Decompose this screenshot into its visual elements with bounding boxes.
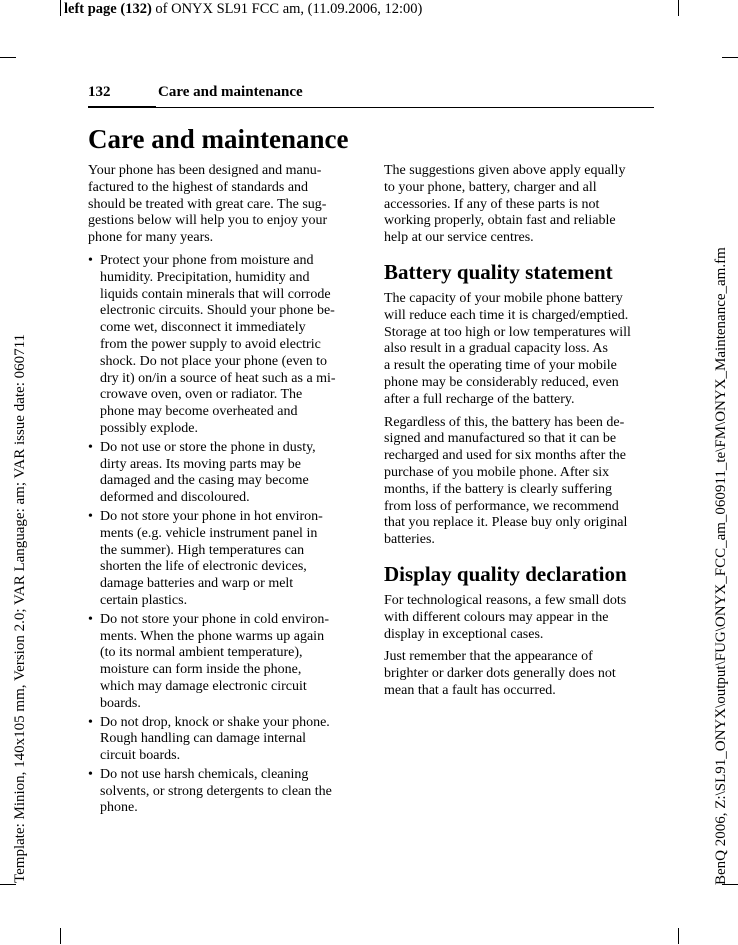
- text-line: The capacity of your mobile phone battery: [384, 290, 623, 306]
- file-path-margin: [711, 175, 731, 885]
- battery-paragraph-1: [384, 291, 652, 409]
- battery-heading: Battery quality statement: [384, 259, 613, 284]
- care-bullet-list: [88, 253, 356, 817]
- text-line: ments. When the phone warms up again: [100, 628, 325, 644]
- text-line: Do not store your phone in hot environ-: [100, 508, 323, 524]
- text-line: deformed and discoloured.: [100, 490, 250, 506]
- text-line: factured to the highest of standards and: [88, 179, 309, 195]
- text-line: Do not store your phone in cold environ-: [100, 611, 330, 627]
- running-head-title: Care and maintenance: [158, 84, 303, 100]
- crop-mark: [0, 884, 16, 885]
- text-line: to your phone, battery, charger and all: [384, 179, 597, 195]
- crop-mark: [722, 57, 738, 58]
- page-title: Care and maintenance: [88, 124, 349, 154]
- text-line: the summer). High temperatures can: [100, 542, 305, 558]
- bullet-icon: •: [88, 714, 93, 730]
- text-line: Storage at too high or low temperatures will: [384, 324, 631, 340]
- text-line: after a full recharge of the battery.: [384, 391, 575, 407]
- crop-mark: [60, 0, 61, 16]
- bullet-icon: •: [88, 611, 93, 627]
- crop-mark: [60, 928, 61, 944]
- text-line: brighter or darker dots generally does not: [384, 666, 616, 682]
- text-line: crowave oven, oven or radiator. The: [100, 387, 303, 403]
- text-line: moisture can form inside the phone,: [100, 662, 302, 678]
- intro-paragraph: [88, 163, 356, 247]
- text-line: electronic circuits. Should your phone be-: [100, 303, 335, 319]
- text-line: ments (e.g. vehicle instrument panel in: [100, 525, 318, 541]
- template-info-text: Template: Minion, 140x105 mm, Version 2.0; VAR Language: am; VAR issue date: 060711: [12, 333, 28, 883]
- text-line: should be treated with great care. The sug-: [88, 196, 327, 212]
- text-line: months, if the battery is clearly suffering: [384, 481, 612, 497]
- text-line: which may damage electronic circuit: [100, 678, 307, 694]
- text-line: from loss of performance, we recommend: [384, 498, 619, 514]
- text-line: will reduce each time it is charged/emptied.: [384, 307, 629, 323]
- text-line: shorten the life of electronic devices,: [100, 559, 307, 575]
- right-column: [384, 163, 652, 706]
- care-bullet-item: [88, 715, 356, 765]
- text-line: a result the operating time of your mobile: [384, 358, 617, 374]
- battery-paragraph-2: [384, 415, 652, 549]
- crop-mark: [0, 57, 16, 58]
- text-line: phone may become overheated and: [100, 404, 298, 420]
- text-line: batteries.: [384, 532, 435, 548]
- text-line: gestions below will help you to enjoy your: [88, 213, 328, 229]
- text-line: purchase of you mobile phone. After six: [384, 464, 610, 480]
- header-rule: [156, 107, 654, 108]
- text-line: damage batteries and warp or melt: [100, 576, 294, 592]
- text-line: phone may be considerably reduced, even: [384, 374, 619, 390]
- text-line: liquids contain minerals that will corrode: [100, 286, 331, 302]
- print-header-info: of ONYX SL91 FCC am, (11.09.2006, 12:00): [151, 1, 423, 17]
- suggestions-paragraph: [384, 163, 652, 247]
- text-line: accessories. If any of these parts is not: [384, 196, 600, 212]
- bullet-icon: •: [88, 252, 93, 268]
- text-line: display in exceptional cases.: [384, 626, 544, 642]
- text-line: working properly, obtain fast and reliable: [384, 213, 616, 229]
- template-info-margin: [10, 63, 30, 883]
- text-line: (to its normal ambient temperature),: [100, 645, 303, 661]
- bullet-icon: •: [88, 766, 93, 782]
- print-header: [64, 0, 422, 18]
- crop-mark: [678, 928, 679, 944]
- text-line: Regardless of this, the battery has been de-: [384, 414, 625, 430]
- text-line: Do not use or store the phone in dusty,: [100, 439, 316, 455]
- text-line: certain plastics.: [100, 592, 188, 608]
- care-bullet-item: [88, 612, 356, 713]
- text-line: that you replace it. Please buy only original: [384, 515, 628, 531]
- care-bullet-item: [88, 440, 356, 507]
- text-line: mean that a fault has occurred.: [384, 682, 556, 698]
- print-header-page: left page (132): [64, 1, 152, 17]
- display-heading: Display quality declaration: [384, 561, 627, 586]
- text-line: boards.: [100, 695, 141, 711]
- text-line: come wet, disconnect it immediately: [100, 320, 306, 336]
- file-path-text: BenQ 2006, Z:\SL91_ONYX\output\FUG\ONYX_FCC_am_060911_te\FM\ONYX_Maintenance_am.fm: [713, 247, 729, 885]
- crop-mark: [678, 0, 679, 16]
- text-line: dirty areas. Its moving parts may be: [100, 456, 302, 472]
- text-line: The suggestions given above apply equally: [384, 163, 626, 178]
- text-line: with different colours may appear in the: [384, 609, 609, 625]
- text-line: help at our service centres.: [384, 230, 534, 246]
- text-line: Do not drop, knock or shake your phone.: [100, 714, 330, 730]
- text-line: recharged and used for six months after the: [384, 448, 626, 464]
- text-line: signed and manufactured so that it can be: [384, 431, 617, 447]
- text-line: Rough handling can damage internal: [100, 731, 307, 747]
- left-column: [88, 163, 356, 819]
- page-number: 132: [88, 84, 111, 100]
- text-line: shock. Do not place your phone (even to: [100, 353, 328, 369]
- text-line: Your phone has been designed and manu-: [88, 163, 322, 178]
- text-line: dry it) on/in a source of heat such as a mi-: [100, 370, 336, 386]
- text-line: Protect your phone from moisture and: [100, 252, 314, 268]
- care-bullet-item: [88, 253, 356, 438]
- display-paragraph-2: [384, 649, 652, 699]
- text-line: also result in a gradual capacity loss. As: [384, 341, 608, 357]
- text-line: phone for many years.: [88, 230, 214, 246]
- bullet-icon: •: [88, 508, 93, 524]
- text-line: from the power supply to avoid electric: [100, 336, 321, 352]
- care-bullet-item: [88, 509, 356, 610]
- text-line: phone.: [100, 800, 138, 816]
- text-line: possibly explode.: [100, 420, 198, 436]
- header-rule-thick: [88, 106, 156, 108]
- bullet-icon: •: [88, 439, 93, 455]
- display-paragraph-1: [384, 593, 652, 643]
- care-bullet-item: [88, 767, 356, 817]
- text-line: solvents, or strong detergents to clean the: [100, 783, 332, 799]
- text-line: Do not use harsh chemicals, cleaning: [100, 766, 309, 782]
- text-line: circuit boards.: [100, 748, 181, 764]
- text-line: damaged and the casing may become: [100, 473, 309, 489]
- text-line: Just remember that the appearance of: [384, 649, 593, 665]
- text-line: For technological reasons, a few small dots: [384, 592, 627, 608]
- text-line: humidity. Precipitation, humidity and: [100, 269, 310, 285]
